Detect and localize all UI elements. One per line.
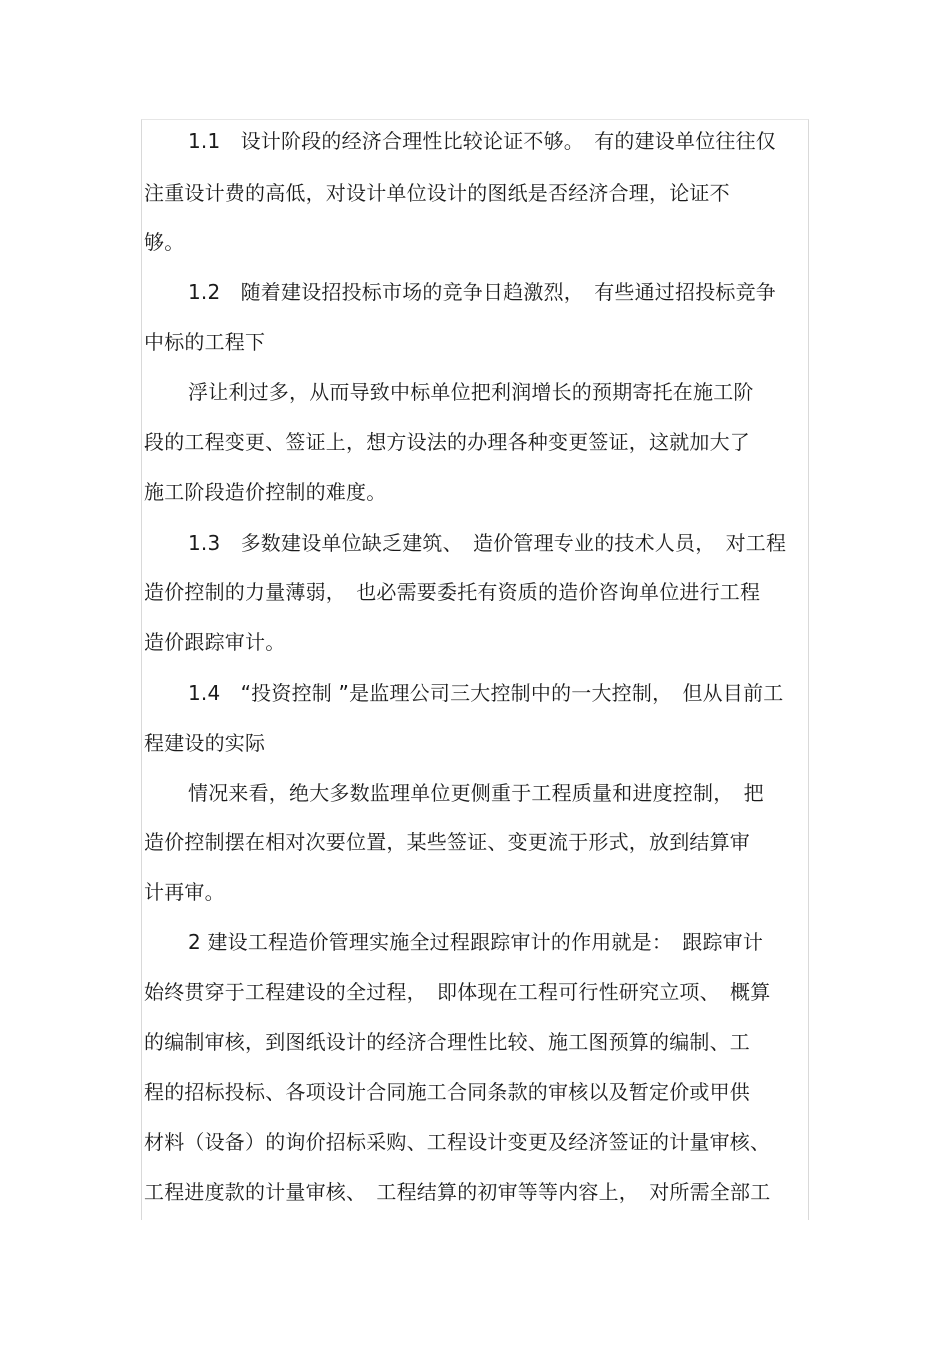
text-line: 始终贯穿于工程建设的全过程， 即体现在工程可行性研究立项、 概算 bbox=[144, 980, 771, 1004]
text-line: 段的工程变更、签证上，想方设法的办理各种变更签证，这就加大了 bbox=[144, 430, 750, 454]
text-line: 程的招标投标、各项设计合同施工合同条款的审核以及暂定价或甲供 bbox=[144, 1080, 750, 1104]
text-line: 造价跟踪审计。 bbox=[144, 630, 286, 654]
text-line: 2 建设工程造价管理实施全过程跟踪审计的作用就是： 跟踪审计 bbox=[188, 930, 764, 954]
text-line: 施工阶段造价控制的难度。 bbox=[144, 480, 387, 504]
text-line: 够。 bbox=[144, 230, 185, 254]
text-line: 计再审。 bbox=[144, 880, 225, 904]
text-line: 工程进度款的计量审核、 工程结算的初审等等内容上， 对所需全部工 bbox=[144, 1180, 771, 1204]
text-line: 浮让利过多，从而导致中标单位把利润增长的预期寄托在施工阶 bbox=[188, 380, 754, 404]
text-line: 造价控制摆在相对次要位置，某些签证、变更流于形式，放到结算审 bbox=[144, 830, 750, 854]
text-line: 注重设计费的高低，对设计单位设计的图纸是否经济合理，论证不 bbox=[144, 181, 730, 205]
text-line: 造价控制的力量薄弱， 也必需要委托有资质的造价咨询单位进行工程 bbox=[144, 580, 761, 604]
text-line: 1.2 随着建设招投标市场的竞争日趋激烈， 有些通过招投标竞争 bbox=[188, 280, 777, 304]
text-line: 情况来看，绝大多数监理单位更侧重于工程质量和进度控制， 把 bbox=[188, 781, 764, 805]
text-line: 中标的工程下 bbox=[144, 330, 266, 354]
text-line: 程建设的实际 bbox=[144, 731, 266, 755]
text-line: 1.4 “投资控制 ”是监理公司三大控制中的一大控制， 但从目前工 bbox=[188, 681, 784, 705]
text-line: 1.3 多数建设单位缺乏建筑、 造价管理专业的技术人员， 对工程 bbox=[188, 531, 787, 555]
text-line: 材料（设备）的询价招标采购、工程设计变更及经济签证的计量审核、 bbox=[144, 1130, 771, 1154]
text-line: 的编制审核，到图纸设计的经济合理性比较、施工图预算的编制、工 bbox=[144, 1030, 750, 1054]
text-line: 1.1 设计阶段的经济合理性比较论证不够。 有的建设单位往往仅 bbox=[188, 129, 777, 153]
